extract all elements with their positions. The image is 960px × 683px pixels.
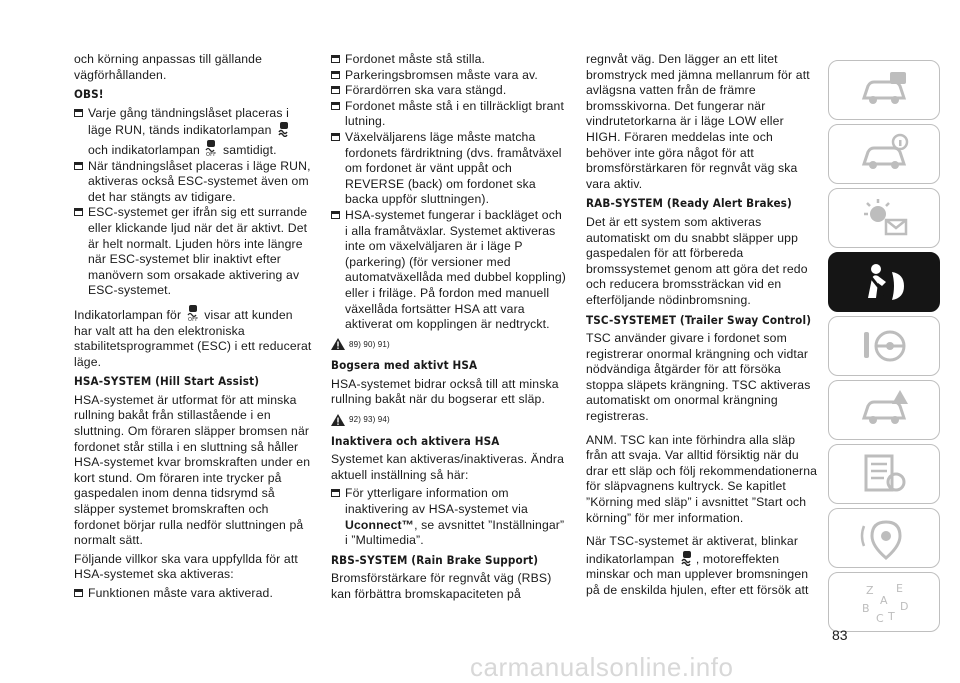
index-letter: A [880, 594, 888, 607]
warning-triangle-icon [331, 414, 345, 426]
index-letter: Z [866, 584, 874, 597]
watermark: carmanualsonline.info [470, 652, 734, 682]
paragraph: TSC använder givare i fordonet som registrerar onormal krängning och vidtar nödvändiga åtgärder för att försöka stoppa släpets krängning. TSC aktiveras automatiskt om onormal krängning registreras. [586, 331, 811, 424]
paragraph: regnvåt väg. Den lägger an ett litet bromstryck med jämna mellanrum för att avlägsna vatten från de främre bromsskivorna. Det fungerar när vindrutetorkarna är i läge LOW eller HIGH. Föraren meddelas inte och behöver inte göra något för att bromsförstärkaren för regnvåt väg ska vara aktiv. [586, 52, 810, 191]
bullet-item: HSA-systemet fungerar i backläget och i alla framåtväxlar. Systemet aktiveras inte om växelväljaren är i läge P (parkering) (för versioner med automatväxellåda med dubbel koppling) eller i friläge. På fordon med manuell växellåda fortsätter HSA att vara aktiverat om kopplingen är nedtryckt. [331, 208, 566, 333]
multimedia-icon [856, 516, 912, 560]
obs-heading: OBS! [74, 87, 104, 102]
warning-triangle-icon [331, 338, 345, 350]
paragraph: HSA-systemet bidrar också till att minska rullning bakåt när du bogserar ett släp. [331, 376, 559, 407]
nav-tab-safety[interactable] [828, 252, 940, 312]
nav-tab-warning-lights[interactable] [828, 188, 940, 248]
maintenance-icon [856, 452, 912, 496]
car-info-icon [856, 132, 912, 176]
column-2 [331, 52, 566, 606]
index-letter: E [896, 582, 903, 595]
index-letter: T [888, 610, 895, 623]
towing-hsa-heading: Bogsera med aktivt HSA [331, 358, 478, 373]
paragraph: Systemet kan aktiveras/inaktiveras. Ändra aktuell inställning så här: [331, 452, 565, 482]
svg-text:OFF: OFF [187, 316, 198, 322]
bullet-item: När tändningslåset placeras i läge RUN, aktiveras också ESC-systemet även om det har stängts av tidigare. [74, 159, 314, 206]
hsa-heading: HSA-SYSTEM (Hill Start Assist) [74, 374, 260, 389]
column-1 [74, 52, 314, 602]
toggle-hsa-heading: Inaktivera och aktivera HSA [331, 433, 500, 448]
esc-car-skid-icon [680, 550, 694, 566]
nav-tab-multimedia[interactable] [828, 508, 940, 568]
paragraph: Bromsförstärkare för regnvåt väg (RBS) kan förbättra bromskapaciteten på [331, 571, 552, 601]
nav-tab-dashboard[interactable] [828, 60, 940, 120]
index-letter: B [862, 602, 870, 615]
nav-tab-driving[interactable] [828, 316, 940, 376]
warning-lights-icon [856, 196, 912, 240]
paragraph: HSA-systemet är utformat för att minska rullning bakåt från stillastående i en sluttning. Om föraren släpper bromsen när fordonet står stilla i en sluttning så håller HSA-systemet kvar bromskraften under en kort stund. Om föraren inte trycker på gaspedalen inom denna tidsrymd så släpper systemet bromskraften och fordonet börjar rulla nedför sluttningen på normalt sätt. [74, 392, 311, 548]
bullet-item: Funktionen måste vara aktiverad. [74, 586, 314, 602]
nav-tab-maintenance[interactable] [828, 444, 940, 504]
paragraph: ANM. TSC kan inte förhindra alla släp från att svaja. Var alltid försiktig när du drar ett släp och följ rekommendationerna för släpvagnens kultryck. Se kapitlet ”Körning med släp” i avsnittet ”Start och körning” för mer information. [586, 432, 818, 525]
paragraph: Det är ett system som aktiveras automatiskt om du snabbt släpper upp gaspedalen för att förbereda bromssystemet genom att göra det redo och reducera bromssträckan vid en efterföljande nödinbromsning. [586, 214, 808, 307]
index-letter: D [900, 600, 909, 613]
bullet-item: Växelväljarens läge måste matcha fordonets färdriktning (dvs. framåtväxel om fordonet är vänt uppåt och REVERSE (back) om fordonet ska backa uppför sluttningen). [331, 130, 566, 208]
svg-text:OFF: OFF [206, 151, 217, 157]
rbs-heading: RBS-SYSTEM (Rain Brake Support) [331, 552, 539, 567]
paragraph: och körning anpassas till gällande vägförhållanden. [74, 52, 263, 82]
warning-reference: 89) 90) 91) [331, 337, 566, 353]
bullet-item: Fordonet måste stå i en tillräckligt brant lutning. [331, 99, 566, 130]
esc-off-icon [187, 304, 199, 322]
rab-heading: RAB-SYSTEM (Ready Alert Brakes) [586, 196, 792, 211]
car-dashboard-icon [856, 68, 912, 112]
bullet-item: Fordonet måste stå stilla. [331, 52, 566, 68]
warning-reference: 92) 93) 94) [331, 412, 566, 428]
paragraph: Indikatorlampan för OFF visar att kunden har valt att ha den elektroniska stabilitetsprogrammet (ESC) i ett reducerat läge. [74, 304, 314, 370]
esc-car-skid-icon [277, 121, 291, 137]
paragraph: Följande villkor ska vara uppfyllda för att HSA-systemet ska aktiveras: [74, 551, 298, 582]
safety-airbag-icon [856, 260, 912, 304]
page-number: 83 [832, 627, 848, 643]
nav-tab-car-info[interactable] [828, 124, 940, 184]
esc-off-icon [205, 139, 217, 157]
emergency-car-icon [856, 388, 912, 432]
steering-wheel-icon [856, 324, 912, 368]
bullet-item: Parkeringsbromsen måste vara av. [331, 68, 566, 84]
column-3 [586, 52, 818, 602]
nav-tab-emergency[interactable] [828, 380, 940, 440]
tsc-heading: TSC-SYSTEMET (Trailer Sway Control) [586, 312, 812, 327]
bullet-item: Varje gång tändningslåset placeras i läge RUN, tänds indikatorlampan och indikatorlampan OFF samtidigt. [74, 106, 314, 159]
nav-tab-index[interactable] [828, 572, 940, 632]
paragraph: När TSC-systemet är aktiverat, blinkar indikatorlampan , motoreffekten minskar och man upplever bromsningen på de enskilda hjulen, efter ett försök att [586, 534, 809, 597]
index-icon [856, 580, 912, 624]
bullet-item: För ytterligare information om inaktivering av HSA-systemet via Uconnect™, se avsnittet ”Inställningar” i ”Multimedia”. [331, 486, 566, 548]
bullet-item: ESC-systemet ger ifrån sig ett surrande eller klickande ljud när det är aktivt. Det är helt normalt. Ljuden hörs inte längre när ESC-systemet blir inaktivt efter manövern som orsakade aktivering av ESC-systemet. [74, 205, 314, 299]
bullet-item: Förardörren ska vara stängd. [331, 83, 566, 99]
index-letter: C [876, 612, 884, 624]
